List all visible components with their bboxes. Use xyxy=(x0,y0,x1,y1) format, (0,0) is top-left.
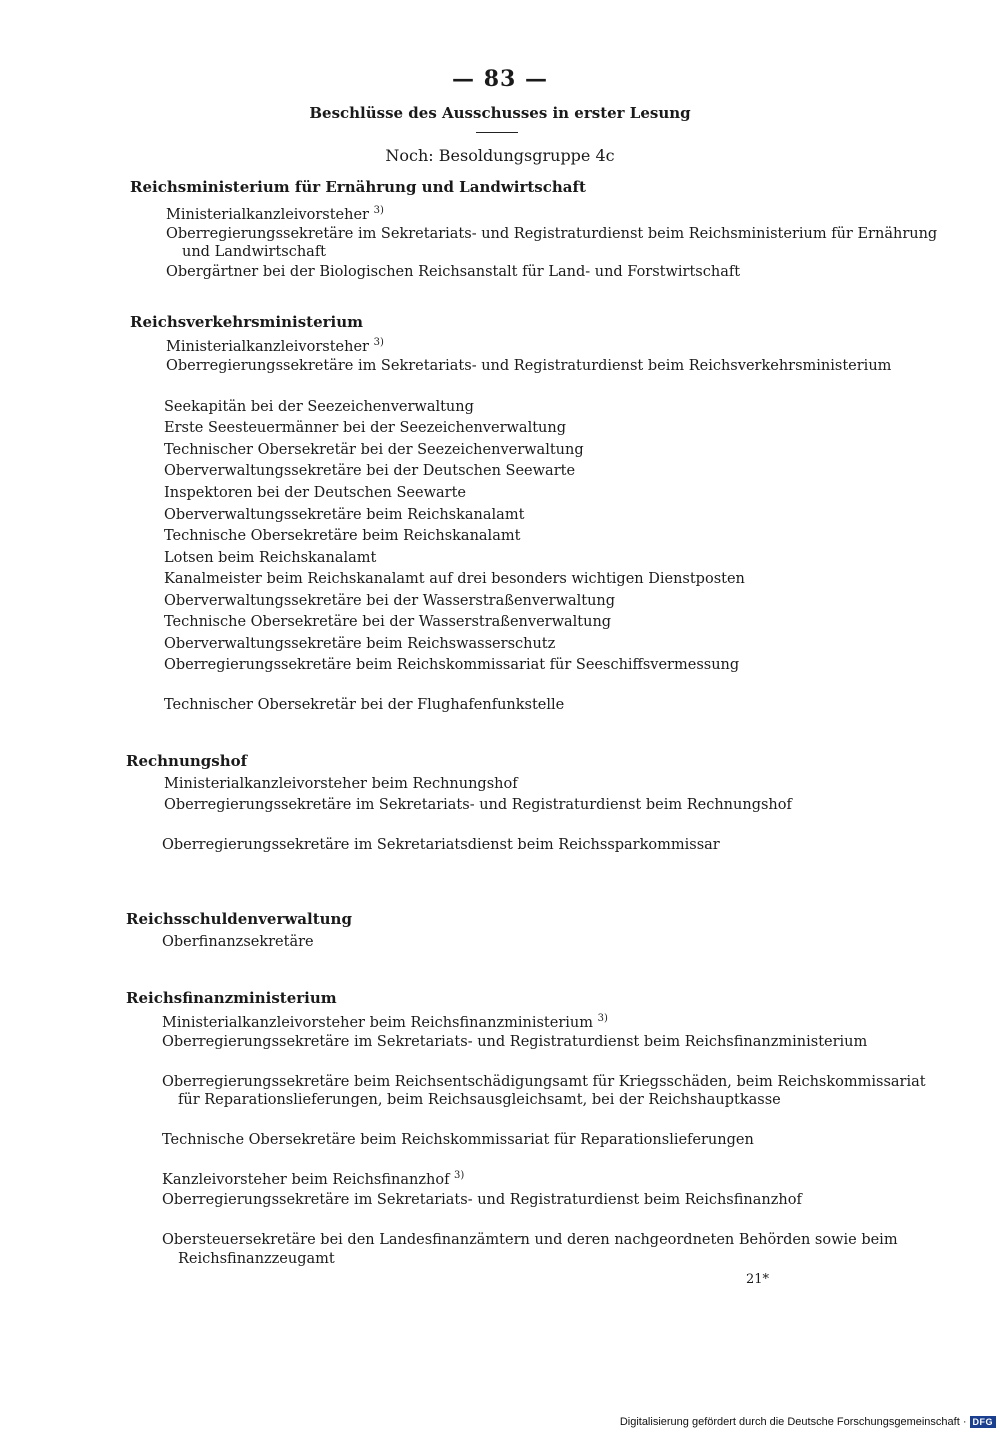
list-item: Ministerialkanzleivorsteher $^{3)}$ xyxy=(166,337,384,355)
list-item: Oberregierungssekretäre im Sekretariats- und Registraturdienst beim Reichsfinanzhof xyxy=(162,1192,802,1208)
list-item: Technische Obersekretäre beim Reichskanalamt xyxy=(164,528,521,544)
signature-marker: 21* xyxy=(746,1272,770,1287)
footnote-ref: 3) xyxy=(454,1170,465,1181)
dfg-logo: DFG xyxy=(970,1416,997,1428)
page-heading: Beschlüsse des Ausschusses in erster Lesung xyxy=(309,104,691,122)
list-item: Seekapitän bei der Seezeichenverwaltung xyxy=(164,399,474,415)
list-item-continuation: für Reparationslieferungen, beim Reichsausgleichsamt, bei der Reichshauptkasse xyxy=(178,1092,781,1108)
footnote-ref: 3) xyxy=(373,337,384,348)
list-item: Kanalmeister beim Reichskanalamt auf drei besonders wichtigen Dienstposten xyxy=(164,571,745,587)
heading-divider xyxy=(476,132,518,133)
page-number: — 83 — xyxy=(452,66,548,92)
list-item: Ministerialkanzleivorsteher $^{3)}$ xyxy=(166,205,384,223)
list-item: Oberfinanzsekretäre xyxy=(162,934,314,950)
list-item: Obersteuersekretäre bei den Landesfinanzämtern und deren nachgeordneten Behörden sowie beim xyxy=(162,1232,898,1248)
list-item: Oberregierungssekretäre im Sekretariats- und Registraturdienst beim Reichsfinanzministerium xyxy=(162,1034,868,1050)
section-title: Reichsfinanzministerium xyxy=(126,989,337,1007)
digitization-footer xyxy=(620,1416,996,1428)
list-item: Oberregierungssekretäre im Sekretariats- und Registraturdienst beim Rechnungshof xyxy=(164,797,792,813)
list-item: Oberverwaltungssekretäre beim Reichswasserschutz xyxy=(164,636,556,652)
list-item: Oberverwaltungssekretäre beim Reichskanalamt xyxy=(164,507,525,523)
list-item: Oberverwaltungssekretäre bei der Deutschen Seewarte xyxy=(164,463,576,479)
footnote-ref: 3) xyxy=(373,205,384,216)
footer-text: Digitalisierung gefördert durch die Deutsche Forschungsgemeinschaft · xyxy=(619,1416,967,1428)
list-item: Oberregierungssekretäre im Sekretariats- und Registraturdienst beim Reichsministerium für Ernährung xyxy=(166,226,938,242)
list-item: Oberverwaltungssekretäre bei der Wasserstraßenverwaltung xyxy=(164,593,616,609)
list-item: Oberregierungssekretäre im Sekretariatsdienst beim Reichssparkommissar xyxy=(162,837,720,853)
list-item: Inspektoren bei der Deutschen Seewarte xyxy=(164,485,466,501)
list-item-continuation: Reichsfinanzzeugamt xyxy=(178,1251,335,1267)
footnote-ref: 3) xyxy=(597,1013,608,1024)
page-subheading: Noch: Besoldungsgruppe 4c xyxy=(385,146,615,165)
list-item: Oberregierungssekretäre beim Reichsentschädigungsamt für Kriegsschäden, beim Reichskommissariat xyxy=(162,1074,926,1090)
list-item: Technischer Obersekretär bei der Flughafenfunkstelle xyxy=(164,697,565,713)
list-item: Kanzleivorsteher beim Reichsfinanzhof $^{3)}$ xyxy=(162,1170,465,1188)
section-title: Reichsverkehrsministerium xyxy=(130,313,364,331)
list-item: Oberregierungssekretäre beim Reichskommissariat für Seeschiffsvermessung xyxy=(164,657,740,673)
list-item: Technische Obersekretäre bei der Wasserstraßenverwaltung xyxy=(164,614,612,630)
list-item: Oberregierungssekretäre im Sekretariats- und Registraturdienst beim Reichsverkehrsministerium xyxy=(166,358,892,374)
list-item: Ministerialkanzleivorsteher beim Reichsfinanzministerium $^{3)}$ xyxy=(162,1013,608,1031)
list-item-continuation: und Landwirtschaft xyxy=(182,244,327,260)
list-item: Lotsen beim Reichskanalamt xyxy=(164,550,377,566)
list-item: Technischer Obersekretär bei der Seezeichenverwaltung xyxy=(164,442,584,458)
section-title: Reichsschuldenverwaltung xyxy=(126,910,352,928)
section-title: Rechnungshof xyxy=(126,752,248,770)
section-title: Reichsministerium für Ernährung und Landwirtschaft xyxy=(130,178,586,196)
list-item: Technische Obersekretäre beim Reichskommissariat für Reparationslieferungen xyxy=(162,1132,754,1148)
list-item: Obergärtner bei der Biologischen Reichsanstalt für Land- und Forstwirtschaft xyxy=(166,264,741,280)
list-item: Ministerialkanzleivorsteher beim Rechnungshof xyxy=(164,776,518,792)
list-item: Erste Seesteuermänner bei der Seezeichenverwaltung xyxy=(164,420,566,436)
